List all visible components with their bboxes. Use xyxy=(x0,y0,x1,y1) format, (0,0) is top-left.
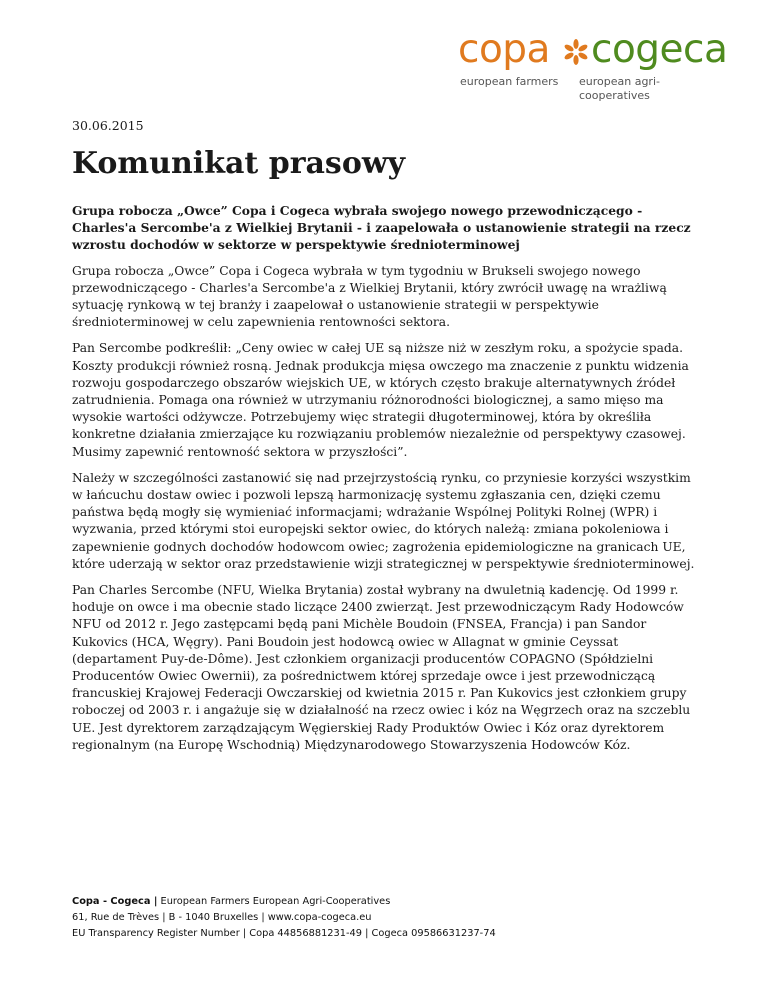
body-paragraph: Pan Sercombe podkreślił: „Ceny owiec w całej UE są niższe niż w zeszłym roku, a spożycie spada. Koszty produkcji również rosną. Jednak produkcja mięsa owczego ma znaczenie z punktu widzenia rozwoju gospodarczego obszarów wiejskich UE, w których często brakuje alternatywnych źródeł zatrudnienia. Pomaga ona również w utrzymaniu różnorodności biologicznej, a samo mięso ma wysokie wartości odżywcze. Potrzebujemy więc strategii długoterminowej, która by określiła konkretne działania zmierzające ku rozwiązaniu problemów niezależnie od perspektywy czasowej. Musimy zapewnić rentowność sektora w przyszłości”. xyxy=(72,341,689,459)
press-release-body xyxy=(72,202,696,763)
footer-register-number: EU Transparency Register Number | Copa 44856881231-49 | Cogeca 09586631237-74 xyxy=(72,928,496,939)
logo-copa-wordmark: copa xyxy=(458,27,550,72)
logo-cogeca-wordmark: cogeca xyxy=(591,27,728,72)
body-paragraph: Grupa robocza „Owce” Copa i Cogeca wybrała w tym tygodniu w Brukseli swojego nowego przewodniczącego - Charles'a Sercombe'a z Wielkiej Brytanii, który zwrócił uwagę na wrażliwą sytuację rynkową w tej branży i zaapelował o ustanowienie strategii w perspektywie średnioterminowej w celu zapewnienia rentowności sektora. xyxy=(72,263,667,330)
logo-subtitle-cooperatives: european agri-cooperatives xyxy=(579,75,660,102)
asterisk-star-icon xyxy=(562,38,590,66)
footer-address: 61, Rue de Trèves | B - 1040 Bruxelles | www.copa-cogeca.eu xyxy=(72,912,372,923)
document-date: 30.06.2015 xyxy=(72,118,144,133)
logo-subtitle-farmers: european farmers xyxy=(460,75,559,88)
footer-org-line xyxy=(72,894,496,910)
footer-org-name: Copa - Cogeca | xyxy=(72,896,158,907)
body-paragraph: Pan Charles Sercombe (NFU, Wielka Brytania) został wybrany na dwuletnią kadencję. Od 1999 r. hoduje on owce i ma obecnie stado liczące 2400 zwierząt. Jest przewodniczącym Rady Hodowców NFU od 2012 r. Jego zastępcami będą pani Michèle Boudoin (FNSEA, Francja) i pan Sandor Kukovics (HCA, Węgry). Pani Boudoin jest hodowcą owiec w Allagnat w gminie Ceyssat (departament Puy-de-Dôme). Jest członkiem organizacji producentów COPAGNO (Spółdzielni Producentów Owiec Owernii), za pośrednictwem której sprzedaje owce i jest przewodniczącą francuskiej Krajowej Federacji Owczarskiej od kwietnia 2015 r. Pan Kukovics jest członkiem grupy roboczej od 2003 r. i angażuje się w działalność na rzecz owiec i kóz na Węgrzech oraz na szczeblu UE. Jest dyrektorem zarządzającym Węgierskiej Rady Produktów Owiec i Kóz oraz dyrektorem regionalnym (na Europę Wschodnią) Międzynarodowego Stowarzyszenia Hodowców Kóz. xyxy=(72,583,691,752)
press-release-headline: Grupa robocza „Owce” Copa i Cogeca wybrała swojego nowego przewodniczącego - Charles'a Sercombe'a z Wielkiej Brytanii - i zaapelowała o ustanowienie strategii na rzecz wzrostu dochodów w sektorze w perspektywie średnioterminowej xyxy=(72,203,691,253)
body-paragraph: Należy w szczególności zastanowić się nad przejrzystością rynku, co przyniesie korzyści wszystkim w łańcuchu dostaw owiec i pozwoli lepszą harmonizację systemu zgłaszania cen, dzięki czemu państwa będą mogły się wymieniać informacjami; wdrażanie Wspólnej Polityki Rolnej (WPR) i wyzwania, przed którymi stoi europejski sektor owiec, do których należą: zmiana pokoleniowa i zapewnienie godnych dochodów hodowcom owiec; zagrożenia epidemiologiczne na granicach UE, które uderzają w sektor oraz przedstawienie wizji strategicznej w perspektywie średnioterminowej. xyxy=(72,470,695,571)
page-title: Komunikat prasowy xyxy=(72,146,406,181)
copa-cogeca-logo xyxy=(458,27,728,102)
footer-org-description: European Farmers European Agri-Cooperatives xyxy=(157,896,391,907)
page-footer xyxy=(72,894,496,942)
